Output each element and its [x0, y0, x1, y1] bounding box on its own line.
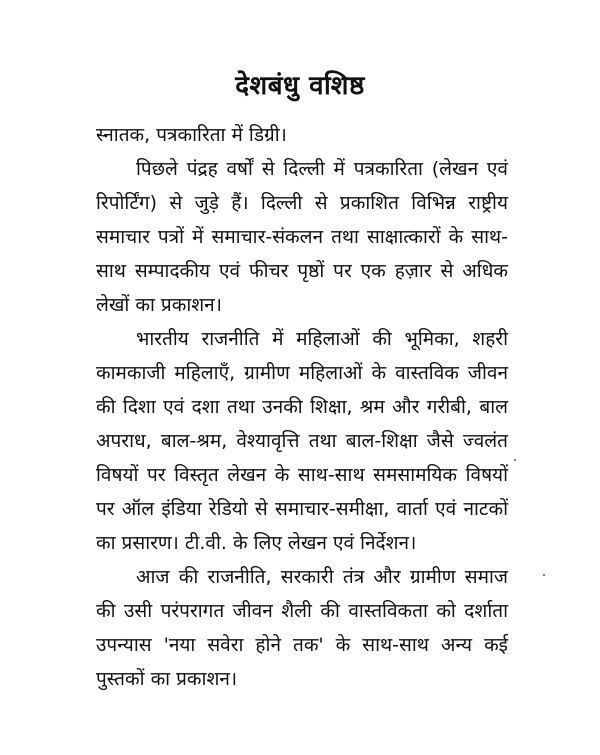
- bio-paragraph-topics: भारतीय राजनीति में महिलाओं की भूमिका, शहरी कामकाजी महिलाएँ, ग्रामीण महिलाओं के वास्तविक जीवन की दिशा एवं दशा तथा उनकी शिक्षा, श्रम और गरीबी, बाल अपराध, बाल-श्रम, वेश्यावृत्ति तथा बाल-शिक्षा जैसे ज्वलंत विषयों पर विस्तृत लेखन के साथ-साथ समसामयिक विषयों पर ऑल इंडिया रेडियो से समाचार-समीक्षा, वार्ता एवं नाटकों का प्रसारण। टी.वी. के लिए लेखन एवं निर्देशन।: [96, 328, 508, 554]
- author-bio: [96, 118, 508, 696]
- bio-paragraph-journalism: पिछले पंद्रह वर्षों से दिल्ली में पत्रकारिता (लेखन एवं रिपोर्टिंग) से जुड़े हैं। दिल्ली से प्रकाशित विभिन्न राष्ट्रीय समाचार पत्रों में समाचार-संकलन तथा साक्षात्कारों के साथ-साथ सम्पादकीय एवं फीचर पृष्ठों पर एक हज़ार से अधिक लेखों का प्रकाशन।: [96, 158, 508, 316]
- bio-paragraph-publications: आज की राजनीति, सरकारी तंत्र और ग्रामीण समाज की उसी परंपरागत जीवन शैली की वास्तविकता को दर्शाता उपन्यास 'नया सवेरा होने तक' के साथ-साथ अन्य कई पुस्तकों का प्रकाशन।: [96, 566, 508, 690]
- print-speck: [543, 574, 545, 576]
- print-speck: [514, 459, 516, 461]
- bio-paragraph-education: स्नातक, पत्रकारिता में डिग्री।: [96, 124, 287, 146]
- author-name-heading: देशबंधु वशिष्ठ: [235, 71, 365, 101]
